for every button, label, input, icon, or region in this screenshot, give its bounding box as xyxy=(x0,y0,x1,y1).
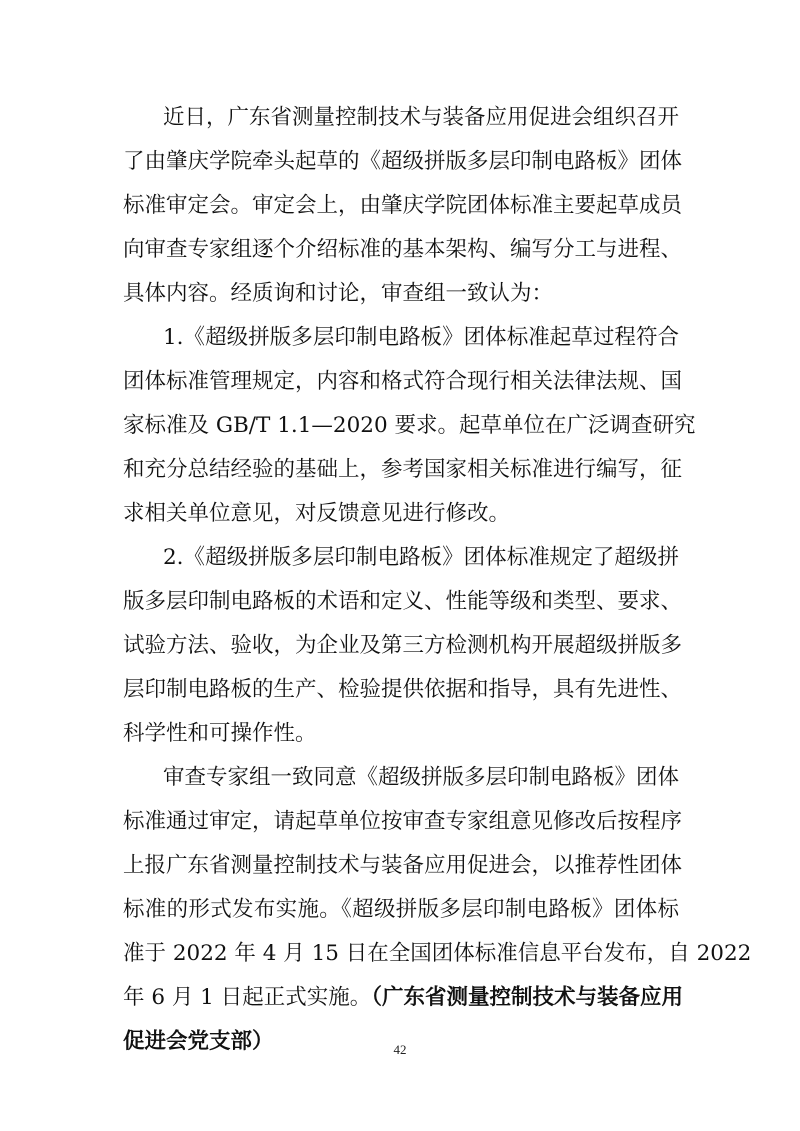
item1-line4: 和充分总结经验的基础上，参考国家相关标准进行编写，征 xyxy=(123,457,683,482)
para3-line6-text: 年 6 月 1 日起正式实施。 xyxy=(123,985,372,1010)
para1-line5: 具体内容。经质询和讨论，审查组一致认为： xyxy=(123,281,554,306)
item1-line3: 家标准及 GB/T 1.1—2020 要求。起草单位在广泛调查研究 xyxy=(123,413,696,438)
author-credit-line2: 促进会党支部） xyxy=(123,1029,274,1054)
item2-line3: 试验方法、验收，为企业及第三方检测机构开展超级拼版多 xyxy=(123,633,683,658)
para1-line2: 了由肇庆学院牵头起草的《超级拼版多层印制电路板》团体 xyxy=(123,149,683,174)
para3-line2: 标准通过审定，请起草单位按审查专家组意见修改后按程序 xyxy=(123,809,683,834)
para3-line3: 上报广东省测量控制技术与装备应用促进会，以推荐性团体 xyxy=(123,853,683,878)
item2-line5: 科学性和可操作性。 xyxy=(123,721,317,746)
item1-line2: 团体标准管理规定，内容和格式符合现行相关法律法规、国 xyxy=(123,369,683,394)
page-number: 42 xyxy=(393,1042,407,1057)
item1-line5: 求相关单位意见，对反馈意见进行修改。 xyxy=(123,501,511,526)
item1-line1: 1.《超级拼版多层印制电路板》团体标准起草过程符合 xyxy=(163,325,679,350)
para1-line1: 近日，广东省测量控制技术与装备应用促进会组织召开 xyxy=(163,105,680,130)
para3-line1: 审查专家组一致同意《超级拼版多层印制电路板》团体 xyxy=(163,765,680,790)
para3-line5: 准于 2022 年 4 月 15 日在全国团体标准信息平台发布，自 2022 xyxy=(123,941,752,966)
para3-line6 xyxy=(123,978,683,1018)
author-credit: （广东省测量控制技术与装备应用 xyxy=(371,985,683,1010)
para3-line4: 标准的形式发布实施。《超级拼版多层印制电路板》团体标 xyxy=(123,897,679,922)
para1-line4: 向审查专家组逐个介绍标准的基本架构、编写分工与进程、 xyxy=(123,237,683,262)
item2-line4: 层印制电路板的生产、检验提供依据和指导，具有先进性、 xyxy=(123,677,683,702)
para1-line3: 标准审定会。审定会上，由肇庆学院团体标准主要起草成员 xyxy=(123,193,683,218)
item2-line2: 版多层印制电路板的术语和定义、性能等级和类型、要求、 xyxy=(123,589,683,614)
item2-line1: 2.《超级拼版多层印制电路板》团体标准规定了超级拼 xyxy=(163,545,679,570)
